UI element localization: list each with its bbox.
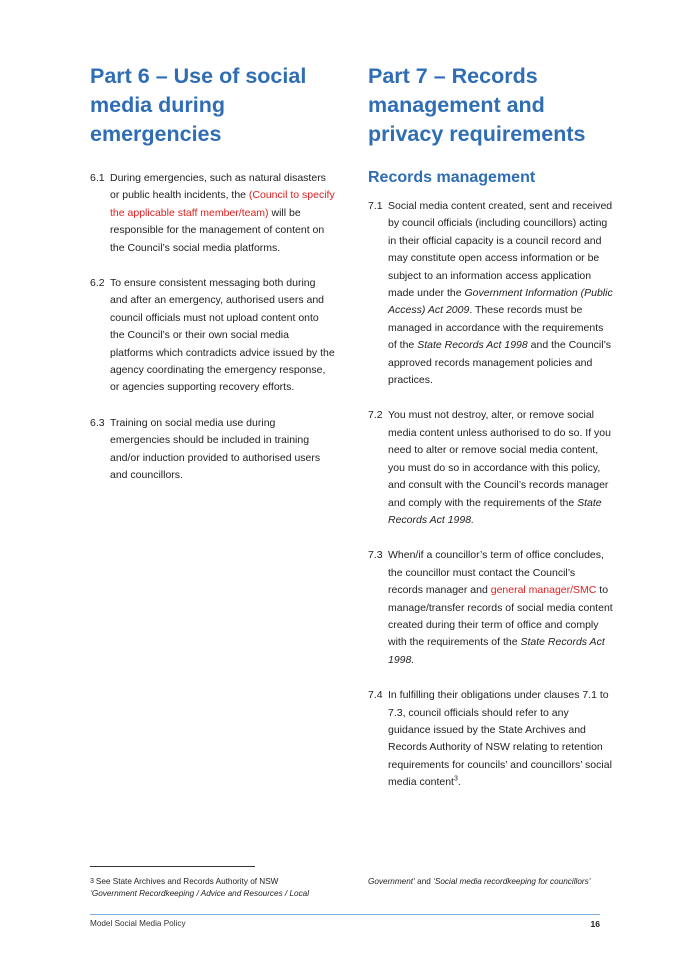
clause-7-4: [368, 687, 613, 791]
footnote-reference[interactable]: 3: [453, 775, 458, 783]
clause-7-1: [368, 198, 613, 389]
clause-text: to manage/transfer records of social media content created during their term of office and comply with the requirements of the: [388, 584, 613, 649]
placeholder-highlight: general manager/SMC: [490, 584, 597, 597]
clause-text: You must not destroy, alter, or remove social media content unless authorised to do so. If you need to alter or remove social media content, you must do so in accordance with this policy, and consult with the Council’s records manager and comply with the requirements of the: [388, 409, 611, 509]
act-title: Government Information (Public Access) Act 2009: [388, 287, 613, 317]
act-title: State Records Act 1998.: [388, 636, 605, 666]
clause-6-3: [90, 415, 335, 485]
part6-heading: Part 6 – Use of social media during emergencies: [90, 64, 307, 146]
clause-text: and the Council’s approved records management policies and practices.: [388, 339, 611, 387]
footnote-right: [368, 876, 618, 888]
page-number: 16: [590, 919, 600, 929]
clause-number: 6.1: [90, 172, 105, 184]
clause-6-2: [90, 275, 335, 397]
clause-text: During emergencies, such as natural disasters or public health incidents, the: [110, 172, 326, 202]
footnote-italic: ‘Government Recordkeeping / Advice and Resources / Local: [90, 889, 310, 898]
clause-text: In fulfilling their obligations under clauses 7.1 to 7.3, council officials should refer to any guidance issued by the State Archives and Records Authority of NSW relating to retention requirements for councils’ and councillors’ social media content: [388, 689, 612, 789]
clause-number: 7.1: [368, 200, 383, 212]
footnote-divider: [90, 866, 255, 867]
act-title: State Records Act 1998.: [388, 496, 602, 526]
clause-text: will be responsible for the management of content on the Council’s social media platforms.: [110, 206, 325, 254]
clause-text: Social media content created, sent and received by council officials (including councillors) acting in their official capacity is a council record and may constitute open access information or be subject to an information access application made under the: [388, 200, 613, 300]
part6-section: [90, 62, 335, 503]
records-management-heading: Records management: [368, 169, 536, 186]
clause-text: Training on social media use during emergencies should be included in training and/or induction provided to authorised users and councillors.: [110, 416, 321, 482]
footnote-italic: ‘Social media recordkeeping for councillors’: [433, 877, 591, 886]
clause-number: 7.4: [368, 689, 383, 702]
clause-number: 7.2: [368, 409, 383, 422]
clause-number: 6.3: [90, 416, 105, 429]
clause-number: 6.2: [90, 277, 105, 290]
footer-divider: [90, 914, 600, 915]
clause-text: . These records must be managed in accordance with the requirements of the: [388, 304, 604, 352]
clause-text: .: [457, 776, 461, 789]
clause-7-2: [368, 407, 613, 529]
footer-document-title: Model Social Media Policy: [90, 919, 186, 928]
part7-heading: Part 7 – Records management and privacy requirements: [368, 64, 586, 146]
footnote-text: and: [414, 877, 434, 886]
footnote-text: See State Archives and Records Authority of NSW: [95, 877, 279, 886]
footnote-mark: 3: [90, 878, 94, 885]
footnote-left: [90, 876, 340, 900]
clause-6-1: [90, 170, 335, 257]
clause-text: To ensure consistent messaging both during and after an emergency, authorised users and council officials must not upload content onto the Council’s or their own social media platforms which contradicts advice issued by the agency coordinating the emergency response, or agencies supporting recovery efforts.: [110, 277, 335, 394]
clause-text: When/if a councillor’s term of office concludes, the councillor must contact the Council’s records manager and: [388, 549, 604, 597]
footnote-italic: Government’: [368, 877, 415, 886]
placeholder-highlight: (Council to specify the applicable staff member/team): [110, 189, 335, 219]
part7-section: [368, 62, 613, 810]
act-title: State Records Act 1998: [417, 339, 528, 352]
clause-number: 7.3: [368, 549, 383, 562]
clause-7-3: [368, 547, 613, 669]
